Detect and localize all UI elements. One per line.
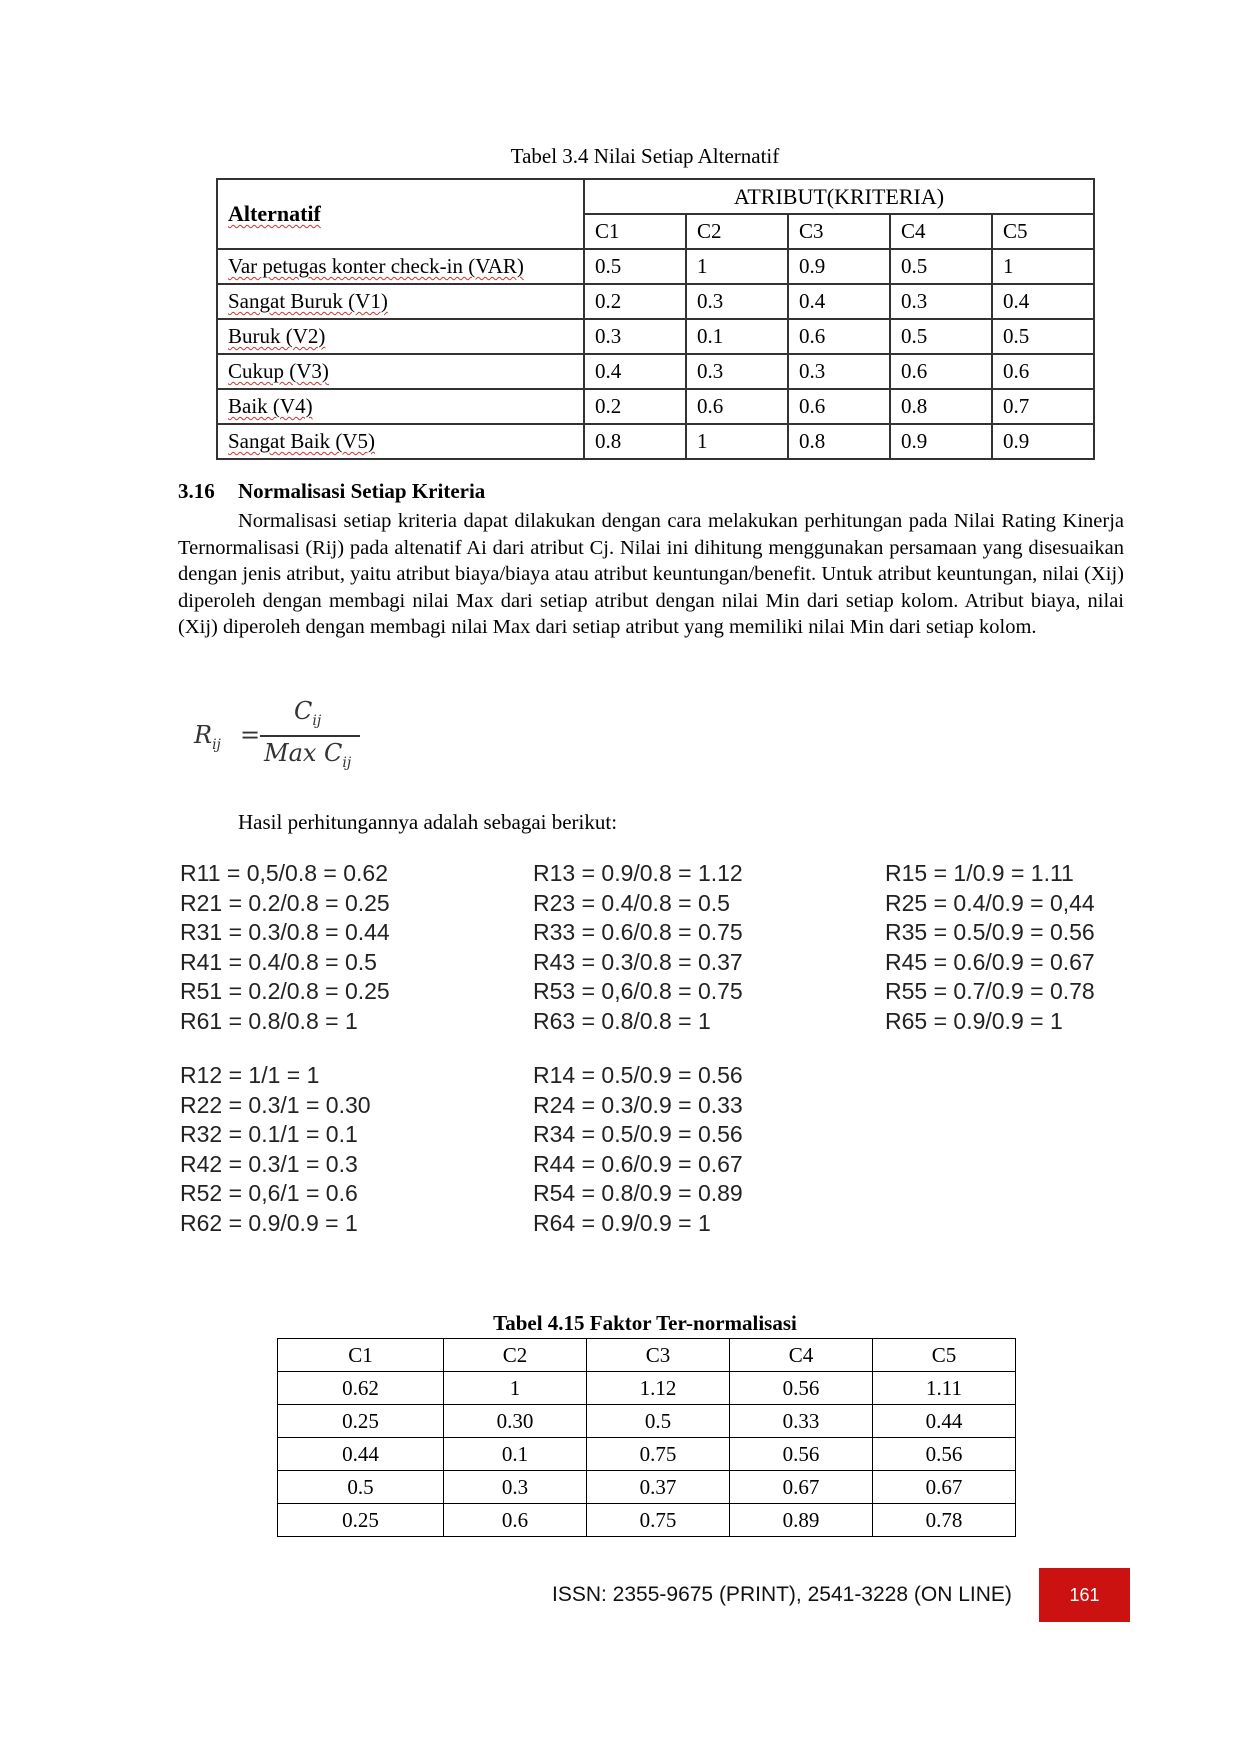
table1-row	[217, 354, 1094, 389]
calc-line: R63 = 0.8/0.8 = 1	[533, 1007, 711, 1034]
table2-cell: 0.67	[730, 1471, 873, 1504]
table1-cell: 1	[686, 249, 788, 284]
table2-col-header: C2	[444, 1339, 587, 1372]
table2-row	[278, 1504, 1016, 1537]
calc-column-c5	[885, 859, 1095, 1036]
calc-column-c1	[180, 859, 390, 1036]
table2-header-row	[278, 1339, 1016, 1372]
table2-cell: 0.89	[730, 1504, 873, 1537]
table2-cell: 0.56	[730, 1372, 873, 1405]
calc-column-c4	[533, 1061, 743, 1238]
table1-row	[217, 284, 1094, 319]
calc-line: R61 = 0.8/0.8 = 1	[180, 1007, 358, 1034]
table2-cell: 0.3	[444, 1471, 587, 1504]
table2-cell: 0.37	[587, 1471, 730, 1504]
table1-cell: 0.3	[788, 354, 890, 389]
table1	[216, 178, 1095, 460]
table2-col-header: C3	[587, 1339, 730, 1372]
table2-cell: 0.5	[587, 1405, 730, 1438]
calc-line: R33 = 0.6/0.8 = 0.75	[533, 919, 743, 945]
calc-line: R54 = 0.8/0.9 = 0.89	[533, 1180, 743, 1206]
table1-row	[217, 319, 1094, 354]
table1-row-label: Var petugas konter check-in (VAR)	[217, 249, 584, 284]
table1-cell: 0.8	[584, 424, 686, 459]
table2-cell: 0.44	[873, 1405, 1016, 1438]
calc-line: R64 = 0.9/0.9 = 1	[533, 1209, 711, 1236]
table2-cell: 0.67	[873, 1471, 1016, 1504]
table1-cell: 0.4	[584, 354, 686, 389]
table1-cell: 1	[686, 424, 788, 459]
table1-cell: 0.4	[788, 284, 890, 319]
table2-cell: 1.12	[587, 1372, 730, 1405]
page-number-badge	[1039, 1568, 1130, 1622]
table2-col-header: C4	[730, 1339, 873, 1372]
calc-line: R12 = 1/1 = 1	[180, 1062, 320, 1088]
calc-line: R51 = 0.2/0.8 = 0.25	[180, 978, 390, 1004]
table1-cell: 0.7	[992, 389, 1094, 424]
table1-row-label: Sangat Buruk (V1)	[217, 284, 584, 319]
table1-body	[217, 249, 1094, 459]
table1-row-label: Buruk (V2)	[217, 319, 584, 354]
table1-row	[217, 389, 1094, 424]
table2-cell: 1.11	[873, 1372, 1016, 1405]
table1-cell: 0.5	[890, 319, 992, 354]
table2-col-header: C5	[873, 1339, 1016, 1372]
table1-cell: 0.6	[686, 389, 788, 424]
calc-line: R11 = 0,5/0.8 = 0.62	[180, 860, 389, 886]
table1-cell: 0.8	[890, 389, 992, 424]
table2-cell: 0.78	[873, 1504, 1016, 1537]
table2-cell: 0.5	[278, 1471, 444, 1504]
table2-row	[278, 1471, 1016, 1504]
calc-line: R31 = 0.3/0.8 = 0.44	[180, 919, 390, 945]
result-intro: Hasil perhitungannya adalah sebagai berikut:	[238, 810, 618, 834]
section-paragraph: Normalisasi setiap kriteria dapat dilakukan dengan cara melakukan perhitungan pada Nilai Rating Kinerja Ternormalisasi (Rij) pada altenatif Ai dari atribut Cj. Nilai ini dihitung menggunakan persamaan yang disesuaikan dengan jenis atribut, yaitu atribut biaya/biaya atau atribut keuntungan/benefit. Untuk atribut keuntungan, nilai (Xij) diperoleh dengan membagi nilai Max dari setiap atribut dengan nilai Min dari setiap kolom. Atribut biaya, nilai (Xij) diperoleh dengan membagi nilai Max dari setiap atribut yang memiliki nilai Min dari setiap kolom.	[178, 510, 1124, 638]
table1-cell: 0.5	[584, 249, 686, 284]
calc-line: R45 = 0.6/0.9 = 0.67	[885, 948, 1095, 975]
calc-line: R65 = 0.9/0.9 = 1	[885, 1007, 1063, 1034]
table2-cell: 1	[444, 1372, 587, 1405]
table1-cell: 0.6	[788, 389, 890, 424]
table1-header-atribut: ATRIBUT(KRITERIA)	[584, 179, 1094, 214]
table1-row	[217, 424, 1094, 459]
table2-col-header: C1	[278, 1339, 444, 1372]
calc-line: R34 = 0.5/0.9 = 0.56	[533, 1121, 743, 1147]
calc-line: R14 = 0.5/0.9 = 0.56	[533, 1062, 743, 1088]
table2-cell: 0.75	[587, 1504, 730, 1537]
calc-column-c3	[533, 859, 743, 1036]
calc-line: R21 = 0.2/0.8 = 0.25	[180, 889, 390, 916]
table2-cell: 0.56	[873, 1438, 1016, 1471]
table2-row	[278, 1438, 1016, 1471]
table1-col-header: C5	[992, 214, 1094, 249]
table1-cell: 0.1	[686, 319, 788, 354]
table2-row	[278, 1372, 1016, 1405]
calc-line: R23 = 0.4/0.8 = 0.5	[533, 889, 730, 916]
table2-cell: 0.25	[278, 1504, 444, 1537]
table2-cell: 0.30	[444, 1405, 587, 1438]
table2-cell: 0.33	[730, 1405, 873, 1438]
table1-cell: 0.8	[788, 424, 890, 459]
calc-line: R62 = 0.9/0.9 = 1	[180, 1209, 358, 1236]
table1-cell: 0.9	[992, 424, 1094, 459]
table1-cell: 0.6	[992, 354, 1094, 389]
table2-cell: 0.44	[278, 1438, 444, 1471]
table2-cell: 0.62	[278, 1372, 444, 1405]
calc-line: R55 = 0.7/0.9 = 0.78	[885, 978, 1095, 1004]
table1-cell: 0.2	[584, 389, 686, 424]
table2-cell: 0.6	[444, 1504, 587, 1537]
calc-line: R53 = 0,6/0.8 = 0.75	[533, 978, 743, 1004]
calc-line: R15 = 1/0.9 = 1.11	[885, 860, 1074, 886]
calc-line: R35 = 0.5/0.9 = 0.56	[885, 919, 1095, 945]
table1-row-label: Sangat Baik (V5)	[217, 424, 584, 459]
table2-caption: Tabel 4.15 Faktor Ter-normalisasi	[493, 1311, 797, 1335]
table2-cell: 0.75	[587, 1438, 730, 1471]
table1-header-alternatif: Alternatif	[217, 179, 584, 249]
calc-line: R22 = 0.3/1 = 0.30	[180, 1091, 371, 1118]
table1-col-header: C4	[890, 214, 992, 249]
table1-header-row	[217, 179, 1094, 214]
section-heading	[178, 479, 485, 504]
table1-cell: 0.5	[890, 249, 992, 284]
table2-cell: 0.56	[730, 1438, 873, 1471]
formula-denominator: Max $C_{ij}$	[264, 739, 352, 771]
calc-line: R42 = 0.3/1 = 0.3	[180, 1150, 358, 1177]
table1-row-label: Cukup (V3)	[217, 354, 584, 389]
calc-column-c2	[180, 1061, 371, 1238]
page-number: 161	[1069, 1584, 1100, 1605]
table1-cell: 0.3	[890, 284, 992, 319]
table2-cell: 0.1	[444, 1438, 587, 1471]
table1-cell: 0.2	[584, 284, 686, 319]
formula-numerator: $C_{ij}$	[294, 697, 322, 729]
issn-footer: ISSN: 2355-9675 (PRINT), 2541-3228 (ON LINE)	[552, 1583, 1012, 1606]
table1-cell: 0.6	[788, 319, 890, 354]
table1-cell: 0.3	[584, 319, 686, 354]
table2-row	[278, 1405, 1016, 1438]
calc-line: R52 = 0,6/1 = 0.6	[180, 1180, 358, 1206]
table1-col-header: C1	[584, 214, 686, 249]
calc-line: R25 = 0.4/0.9 = 0,44	[885, 889, 1095, 916]
formula-equals: =	[240, 721, 261, 749]
table1-col-header: C2	[686, 214, 788, 249]
section-title: Normalisasi Setiap Kriteria	[238, 479, 486, 503]
table1-row-label: Baik (V4)	[217, 389, 584, 424]
table1-cell: 0.5	[992, 319, 1094, 354]
table1-cell: 0.6	[890, 354, 992, 389]
table1-cell: 1	[992, 249, 1094, 284]
calc-line: R43 = 0.3/0.8 = 0.37	[533, 948, 743, 975]
table1-cell: 0.9	[890, 424, 992, 459]
table1-cell: 0.4	[992, 284, 1094, 319]
normalization-formula	[194, 697, 394, 777]
table1-cell: 0.9	[788, 249, 890, 284]
formula-lhs: $R_{ij}$	[194, 721, 221, 753]
calc-line: R41 = 0.4/0.8 = 0.5	[180, 948, 377, 975]
calc-line: R32 = 0.1/1 = 0.1	[180, 1121, 358, 1147]
formula-fraction-bar	[260, 735, 360, 737]
calc-line: R44 = 0.6/0.9 = 0.67	[533, 1150, 743, 1177]
table2	[277, 1338, 1016, 1537]
table1-cell: 0.3	[686, 284, 788, 319]
table1-col-header: C3	[788, 214, 890, 249]
table2-cell: 0.25	[278, 1405, 444, 1438]
table2-body	[278, 1372, 1016, 1537]
calc-line: R24 = 0.3/0.9 = 0.33	[533, 1091, 743, 1118]
table1-row	[217, 249, 1094, 284]
table1-caption: Tabel 3.4 Nilai Setiap Alternatif	[510, 144, 780, 168]
table1-cell: 0.3	[686, 354, 788, 389]
calc-line: R13 = 0.9/0.8 = 1.12	[533, 860, 743, 886]
section-number: 3.16	[178, 479, 215, 503]
